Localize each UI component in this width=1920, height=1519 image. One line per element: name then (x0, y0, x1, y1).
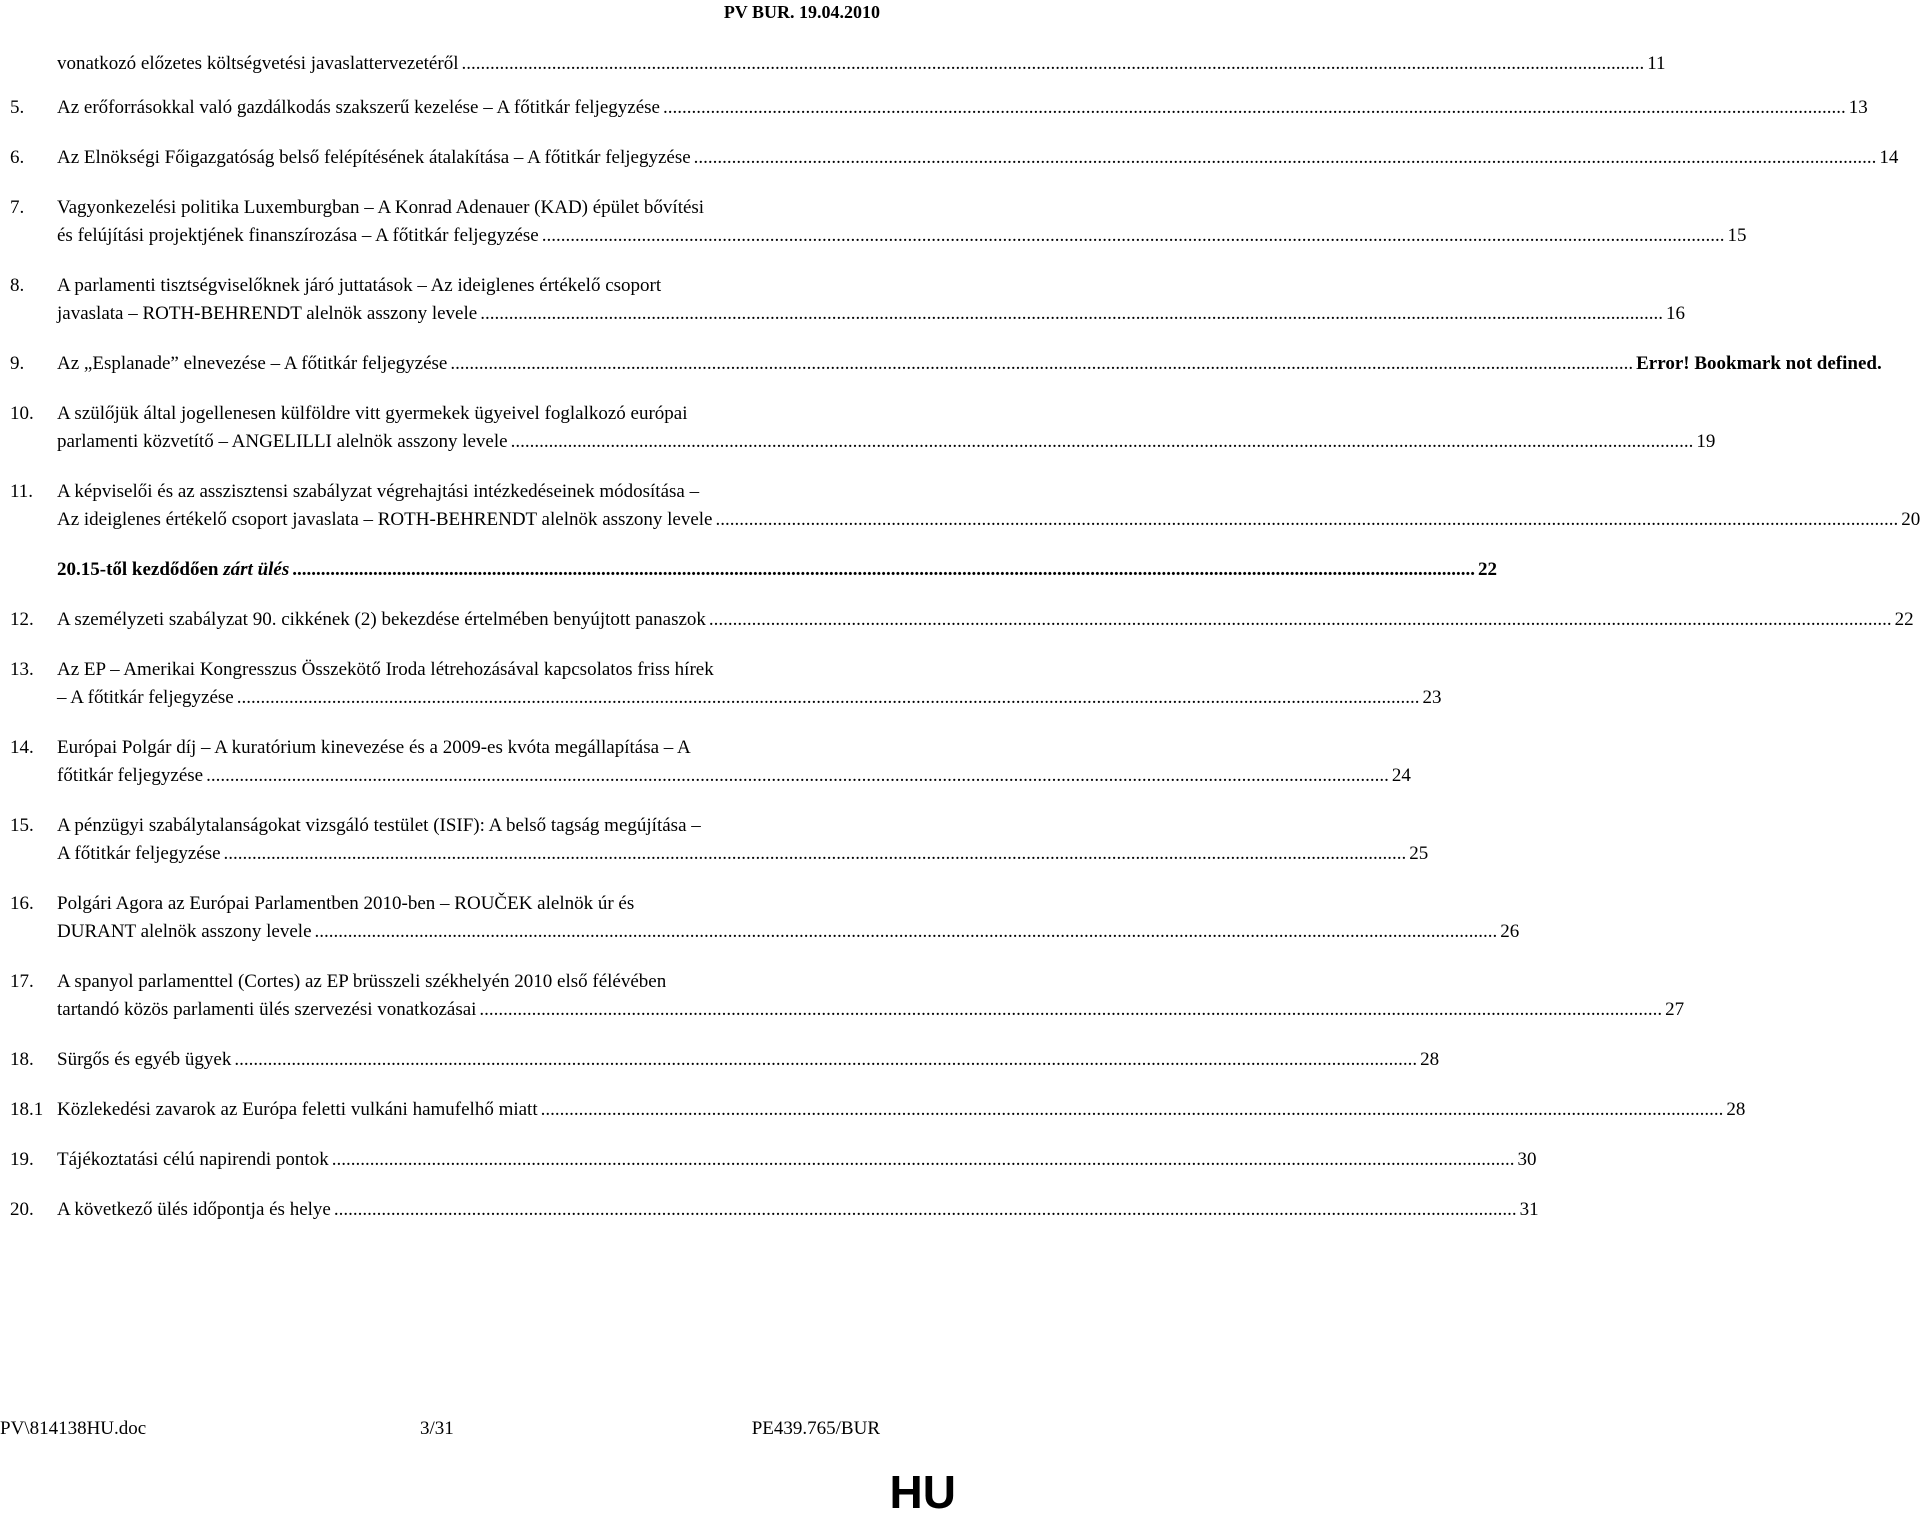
toc-dot-leader (234, 1046, 1417, 1074)
toc-entry[interactable] (10, 1196, 1539, 1224)
toc-dot-leader (315, 918, 1498, 946)
toc-entry-title: DURANT alelnök asszony levele (57, 921, 312, 942)
toc-entry-title: Sürgős és egyéb ügyek (57, 1049, 232, 1070)
toc-entry[interactable] (10, 94, 1868, 122)
toc-entry-title: Az ideiglenes értékelő csoport javaslata – ROTH-BEHRENDT alelnök asszony levele (57, 509, 713, 530)
page-header: PV BUR. 19.04.2010 (723, 2, 880, 22)
toc-page-number: 20 (1901, 509, 1920, 530)
toc-dot-leader (541, 1096, 1724, 1124)
toc-page-number: 27 (1665, 999, 1685, 1020)
footer-reference: PE439.765/BUR (751, 1418, 880, 1439)
toc-dot-leader (332, 1146, 1515, 1174)
toc-dot-leader (237, 684, 1420, 712)
toc-entry[interactable] (10, 400, 1716, 456)
toc-dot-leader (694, 144, 1877, 172)
toc-entry-title: Az erőforrásokkal való gazdálkodás szakszerű kezelése – A főtitkár feljegyzése (57, 97, 660, 118)
toc-entry[interactable] (10, 194, 1747, 250)
toc-entry-number: 11. (10, 481, 34, 502)
toc-entry-title: A személyzeti szabályzat 90. cikkének (2) bekezdése értelmében benyújtott panaszok (57, 609, 706, 630)
toc-entry-title: Európai Polgár díj – A kuratórium kinevezése és a 2009-es kvóta megállapítása – A (57, 737, 691, 758)
toc-page-number: 11 (1647, 53, 1666, 74)
toc-entry[interactable] (10, 890, 1520, 946)
toc-page-number: 22 (1894, 609, 1914, 630)
toc-entry-number: 17. (10, 971, 34, 992)
toc-page-number: 28 (1420, 1049, 1440, 1070)
toc-dot-leader (480, 300, 1663, 328)
toc-entry-number: 16. (10, 893, 34, 914)
toc-entry[interactable] (10, 968, 1685, 1024)
toc-entry-title: Közlekedési zavarok az Európa feletti vulkáni hamufelhő miatt (57, 1099, 538, 1120)
toc-entry[interactable] (10, 1146, 1537, 1174)
toc-entry-number: 20. (10, 1199, 34, 1220)
toc-entry-title: és felújítási projektjének finanszírozása – A főtitkár feljegyzése (57, 225, 539, 246)
toc-dot-leader (709, 606, 1892, 634)
toc-entry[interactable] (10, 144, 1899, 172)
toc-entry[interactable] (10, 734, 1411, 790)
toc-entry-title: Az „Esplanade” elnevezése – A főtitkár feljegyzése (57, 353, 448, 374)
toc-entry[interactable] (10, 350, 1882, 378)
toc-dot-leader (461, 50, 1644, 78)
toc-entry[interactable] (10, 1046, 1440, 1074)
toc-entry-title: vonatkozó előzetes költségvetési javaslattervezetéről (57, 53, 459, 74)
toc-page-number: 16 (1665, 303, 1685, 324)
toc-dot-leader (511, 428, 1694, 456)
toc-entry[interactable] (10, 606, 1914, 634)
toc-entry-title: 20.15-től kezdődően zárt ülés (57, 559, 290, 580)
toc-page-number: 24 (1391, 765, 1411, 786)
toc-entry-title: javaslata – ROTH-BEHRENDT alelnök asszony levele (57, 303, 478, 324)
toc-entry-title: A szülőjük által jogellenesen külföldre vitt gyermekek ügyeivel foglalkozó európai (57, 403, 688, 424)
toc-page-number: 28 (1726, 1099, 1746, 1120)
toc-page-number: 22 (1478, 559, 1497, 580)
toc-dot-leader (450, 350, 1633, 378)
toc-entry-number: 14. (10, 737, 34, 758)
toc-entry-title: Vagyonkezelési politika Luxemburgban – A Konrad Adenauer (KAD) épület bővítési (57, 197, 705, 218)
toc-entry-number: 6. (10, 147, 25, 168)
toc-entry[interactable] (10, 812, 1429, 868)
toc-dot-leader (206, 762, 1389, 790)
toc-entry-title: Tájékoztatási célú napirendi pontok (57, 1149, 329, 1170)
toc-entry[interactable] (10, 272, 1685, 328)
toc-entry[interactable] (10, 656, 1442, 712)
toc-page-number: 23 (1422, 687, 1442, 708)
toc-entry-number: 5. (10, 97, 25, 118)
toc-entry-title: A pénzügyi szabálytalanságokat vizsgáló testület (ISIF): A belső tagság megújítása – (57, 815, 701, 836)
toc-entry-title: Az Elnökségi Főigazgatóság belső felépítésének átalakítása – A főtitkár feljegyzése (57, 147, 691, 168)
toc-page-number: Error! Bookmark not defined. (1636, 353, 1882, 374)
toc-page-number: 14 (1879, 147, 1899, 168)
toc-entry-number: 12. (10, 609, 34, 630)
toc-page-number: 30 (1517, 1149, 1537, 1170)
toc-page-number: 19 (1696, 431, 1716, 452)
language-code: HU (889, 1466, 956, 1518)
toc-dot-leader (224, 840, 1407, 868)
toc-entry-title: főtitkár feljegyzése (57, 765, 204, 786)
toc-dot-leader (292, 556, 1475, 584)
toc-entry-title: A parlamenti tisztségviselőknek járó juttatások – Az ideiglenes értékelő csoport (57, 275, 662, 296)
toc-entry-number: 8. (10, 275, 25, 296)
toc-entry-title: Az EP – Amerikai Kongresszus Összekötő Iroda létrehozásával kapcsolatos friss hírek (57, 659, 714, 680)
toc-entry-title: – A főtitkár feljegyzése (57, 687, 234, 708)
toc-dot-leader (479, 996, 1662, 1024)
toc-entry[interactable] (10, 556, 1497, 584)
toc-entry[interactable] (10, 50, 1666, 78)
toc-entry-number: 19. (10, 1149, 34, 1170)
toc-entry-number: 7. (10, 197, 25, 218)
table-of-contents (10, 50, 1920, 1246)
toc-entry-title: A képviselői és az asszisztensi szabályzat végrehajtási intézkedéseinek módosítása – (57, 481, 700, 502)
toc-entry-title: parlamenti közvetítő – ANGELILLI alelnök asszony levele (57, 431, 508, 452)
toc-page-number: 13 (1848, 97, 1868, 118)
toc-entry-number: 18.1 (10, 1099, 44, 1120)
footer-filename: PV\814138HU.doc (0, 1418, 147, 1439)
toc-dot-leader (663, 94, 1846, 122)
toc-page-number: 26 (1500, 921, 1520, 942)
toc-entry-title: A következő ülés időpontja és helye (57, 1199, 331, 1220)
toc-entry-number: 9. (10, 353, 25, 374)
toc-page-number: 25 (1409, 843, 1429, 864)
toc-entry-title: Polgári Agora az Európai Parlamentben 2010-ben – ROUČEK alelnök úr és (57, 893, 635, 914)
toc-entry-number: 18. (10, 1049, 34, 1070)
footer-page-number: 3/31 (420, 1418, 454, 1439)
toc-dot-leader (334, 1196, 1517, 1224)
toc-entry-number: 15. (10, 815, 34, 836)
toc-entry-number: 13. (10, 659, 34, 680)
toc-entry[interactable] (10, 1096, 1746, 1124)
toc-page-number: 15 (1727, 225, 1747, 246)
toc-page-number: 31 (1519, 1199, 1539, 1220)
toc-entry[interactable] (10, 478, 1920, 534)
toc-entry-title: A spanyol parlamenttel (Cortes) az EP brüsszeli székhelyén 2010 első félévében (57, 971, 667, 992)
toc-entry-title: tartandó közös parlamenti ülés szervezési vonatkozásai (57, 999, 477, 1020)
toc-dot-leader (542, 222, 1725, 250)
toc-entry-title: A főtitkár feljegyzése (57, 843, 221, 864)
toc-entry-number: 10. (10, 403, 34, 424)
toc-dot-leader (715, 506, 1898, 534)
